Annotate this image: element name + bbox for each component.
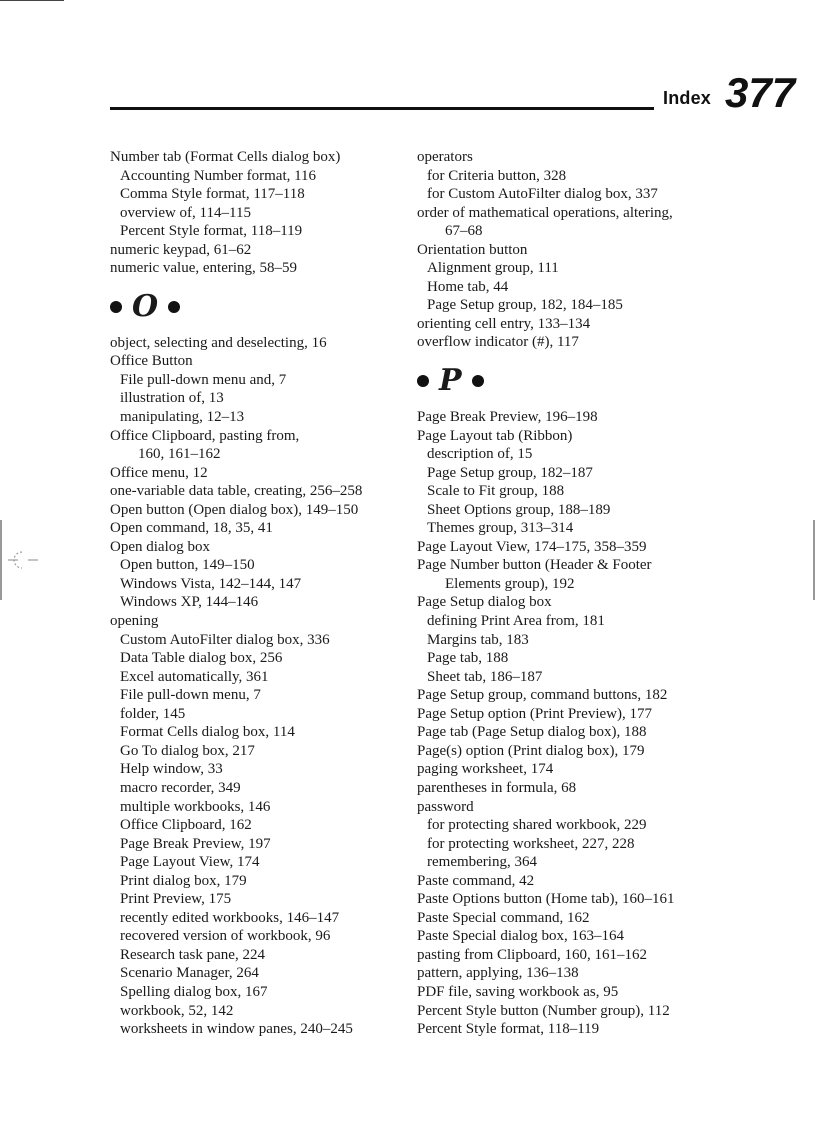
- index-subentry: for Custom AutoFilter dialog box, 337: [427, 186, 658, 203]
- index-entry: Page Setup dialog box: [417, 594, 552, 611]
- index-entry: Office Clipboard, pasting from,: [110, 427, 300, 444]
- index-subentry: Windows XP, 144–146: [120, 594, 259, 611]
- left-edge-mark: [0, 520, 2, 600]
- index-entry: Page Setup group, command buttons, 182: [417, 687, 668, 704]
- index-subentry: Sheet Options group, 188–189: [427, 501, 611, 518]
- index-subentry: Windows Vista, 142–144, 147: [120, 575, 302, 592]
- section-heading-o: [110, 286, 405, 328]
- entry-group: [417, 148, 717, 352]
- right-edge-mark: [813, 520, 815, 600]
- page-number: 377: [725, 69, 796, 116]
- index-subentry: overview of, 114–115: [120, 204, 251, 221]
- index-subentry: illustration of, 13: [120, 390, 224, 407]
- index-subentry: remembering, 364: [427, 854, 537, 871]
- index-column-right: [417, 148, 717, 1039]
- index-subentry: Themes group, 313–314: [427, 520, 574, 537]
- index-subentry: for protecting worksheet, 227, 228: [427, 835, 635, 852]
- index-subentry: Page Setup group, 182–187: [427, 464, 593, 481]
- index-subentry: folder, 145: [120, 705, 186, 722]
- index-subentry: Percent Style format, 118–119: [120, 223, 303, 240]
- index-entry: parentheses in formula, 68: [417, 779, 577, 796]
- index-subentry: File pull-down menu, 7: [120, 687, 261, 704]
- index-entry: Paste Special dialog box, 163–164: [417, 928, 625, 945]
- index-column-left: [110, 148, 405, 1039]
- index-entry: PDF file, saving workbook as, 95: [417, 983, 619, 1000]
- index-subentry: Open button, 149–150: [120, 557, 255, 574]
- index-entry: Page Number button (Header & Footer: [417, 557, 652, 574]
- index-subentry: multiple workbooks, 146: [120, 798, 271, 815]
- section-letter-p: P: [439, 363, 462, 399]
- section-letter-o: O: [132, 288, 159, 324]
- index-entry-continuation: 160, 161–162: [138, 446, 221, 463]
- index-subentry: Comma Style format, 117–118: [120, 186, 305, 203]
- bullet-icon: [168, 301, 180, 313]
- running-header-rule: [110, 107, 654, 110]
- index-subentry: description of, 15: [427, 446, 533, 463]
- index-entry: overflow indicator (#), 117: [417, 334, 579, 351]
- index-subentry: Page Setup group, 182, 184–185: [427, 297, 623, 314]
- bullet-icon: [110, 301, 122, 313]
- index-entry: one-variable data table, creating, 256–258: [110, 483, 363, 500]
- index-subentry: worksheets in window panes, 240–245: [120, 1021, 353, 1038]
- index-subentry: recently edited workbooks, 146–147: [120, 909, 340, 926]
- corner-crop-line: [0, 0, 64, 1]
- index-entry: Office Button: [110, 353, 193, 370]
- index-entry: Number tab (Format Cells dialog box): [110, 149, 341, 165]
- index-entry: orienting cell entry, 133–134: [417, 315, 591, 332]
- index-subentry: Alignment group, 111: [427, 260, 559, 277]
- index-subentry: Accounting Number format, 116: [120, 167, 317, 184]
- index-subentry: Excel automatically, 361: [120, 668, 269, 685]
- index-entry: Page Setup option (Print Preview), 177: [417, 705, 652, 722]
- index-entry: numeric value, entering, 58–59: [110, 260, 298, 277]
- index-subentry: Page Break Preview, 197: [120, 835, 271, 852]
- bullet-icon: [472, 375, 484, 387]
- index-entry-continuation: Elements group), 192: [445, 575, 575, 592]
- index-subentry: macro recorder, 349: [120, 779, 241, 796]
- index-entry: object, selecting and deselecting, 16: [110, 334, 327, 351]
- entry-group: [110, 148, 405, 278]
- index-subentry: Scale to Fit group, 188: [427, 483, 565, 500]
- index-entry: paging worksheet, 174: [417, 761, 554, 778]
- index-entry: pattern, applying, 136–138: [417, 965, 579, 982]
- index-entry: numeric keypad, 61–62: [110, 241, 252, 258]
- index-subentry: for Criteria button, 328: [427, 167, 567, 184]
- index-entry: Page tab (Page Setup dialog box), 188: [417, 724, 647, 741]
- index-entry: pasting from Clipboard, 160, 161–162: [417, 946, 647, 963]
- index-subentry: Office Clipboard, 162: [120, 817, 252, 834]
- index-entry: Paste command, 42: [417, 872, 535, 889]
- index-entry: Office menu, 12: [110, 464, 208, 481]
- index-entry: opening: [110, 613, 159, 630]
- index-entry: Page Layout tab (Ribbon): [417, 427, 573, 444]
- index-entry: Page Break Preview, 196–198: [417, 409, 598, 426]
- index-subentry: File pull-down menu and, 7: [120, 371, 287, 388]
- index-subentry: Data Table dialog box, 256: [120, 650, 283, 667]
- index-subentry: Go To dialog box, 217: [120, 742, 255, 759]
- index-entry: Open dialog box: [110, 538, 210, 555]
- index-entry: Paste Options button (Home tab), 160–161: [417, 891, 675, 908]
- index-entry: Open command, 18, 35, 41: [110, 520, 273, 537]
- index-subentry: manipulating, 12–13: [120, 409, 245, 426]
- index-entry: Page Layout View, 174–175, 358–359: [417, 538, 647, 555]
- index-subentry: workbook, 52, 142: [120, 1002, 234, 1019]
- index-entry: order of mathematical operations, altering,: [417, 204, 673, 221]
- index-subentry: Research task pane, 224: [120, 946, 265, 963]
- index-entry: Percent Style format, 118–119: [417, 1021, 600, 1038]
- index-subentry: Print dialog box, 179: [120, 872, 247, 889]
- index-entry-continuation: 67–68: [445, 223, 483, 240]
- index-entry: Open button (Open dialog box), 149–150: [110, 501, 359, 518]
- bullet-icon: [417, 375, 429, 387]
- index-subentry: defining Print Area from, 181: [427, 613, 605, 630]
- entry-group: [417, 408, 717, 1039]
- index-entry: Percent Style button (Number group), 112: [417, 1002, 670, 1019]
- index-entry: Orientation button: [417, 241, 528, 258]
- index-subentry: Scenario Manager, 264: [120, 965, 259, 982]
- index-subentry: for protecting shared workbook, 229: [427, 817, 647, 834]
- index-subentry: Sheet tab, 186–187: [427, 668, 543, 685]
- index-subentry: Print Preview, 175: [120, 891, 232, 908]
- index-subentry: Page Layout View, 174: [120, 854, 260, 871]
- running-header-title: Index: [663, 88, 712, 108]
- index-subentry: Home tab, 44: [427, 278, 509, 295]
- registration-mark-icon: [8, 548, 38, 572]
- index-entry: password: [417, 798, 474, 815]
- section-heading-p: [417, 360, 717, 402]
- index-subentry: Spelling dialog box, 167: [120, 983, 268, 1000]
- entry-group: [110, 334, 405, 1039]
- index-subentry: Help window, 33: [120, 761, 223, 778]
- index-subentry: recovered version of workbook, 96: [120, 928, 331, 945]
- index-subentry: Margins tab, 183: [427, 631, 529, 648]
- index-subentry: Custom AutoFilter dialog box, 336: [120, 631, 330, 648]
- index-subentry: Format Cells dialog box, 114: [120, 724, 295, 741]
- index-entry: Paste Special command, 162: [417, 909, 590, 926]
- index-subentry: Page tab, 188: [427, 650, 509, 667]
- index-entry: Page(s) option (Print dialog box), 179: [417, 742, 645, 759]
- index-entry: operators: [417, 149, 473, 165]
